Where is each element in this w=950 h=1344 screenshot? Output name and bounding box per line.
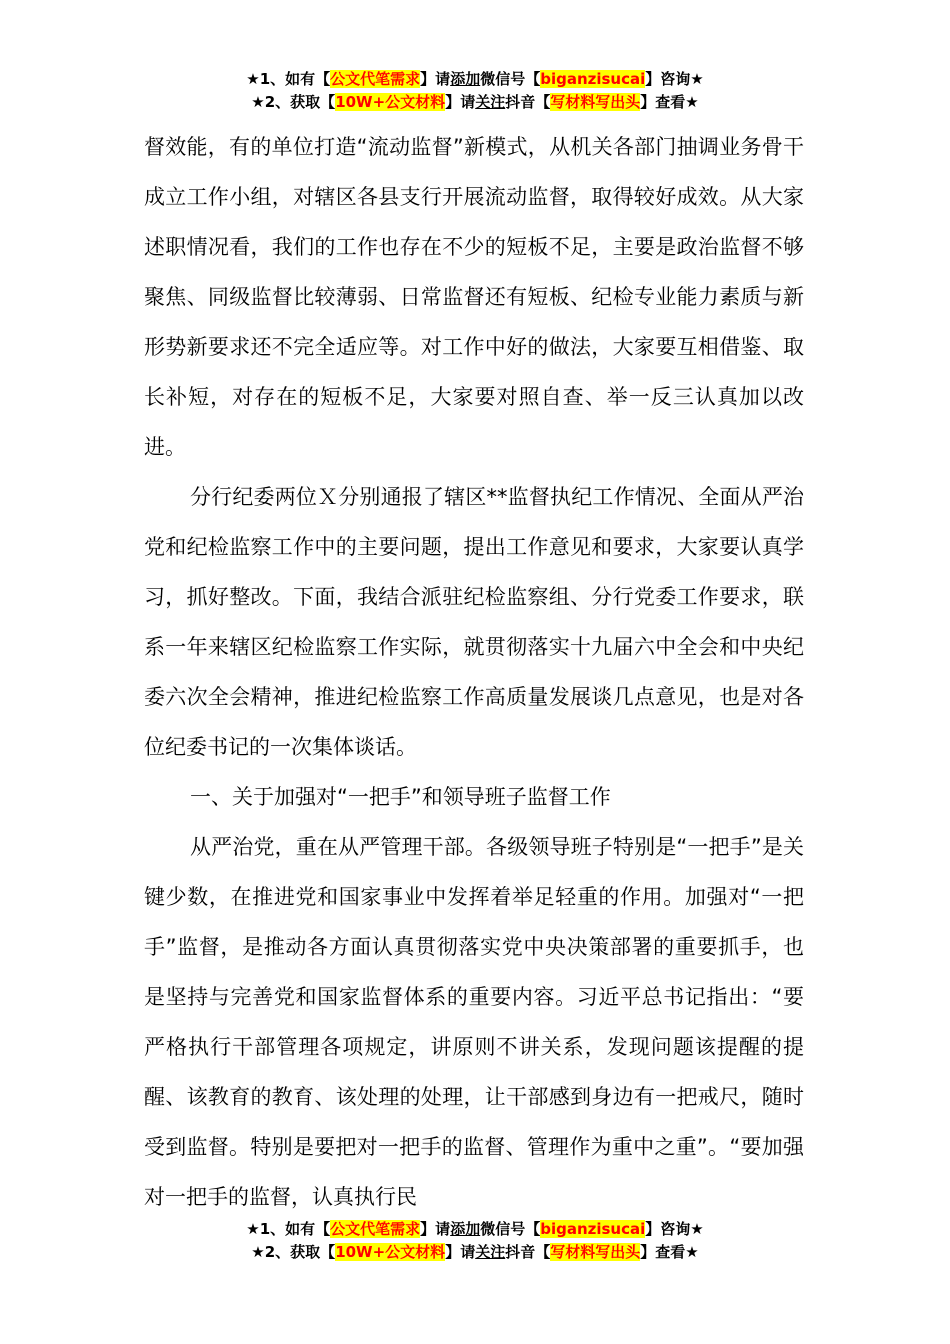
banner-text: 】请 xyxy=(445,93,476,111)
banner-emphasis: 添加 xyxy=(450,70,481,88)
paragraph: 从严治党，重在从严管理干部。各级领导班子特别是“一把手”是关键少数，在推进党和国家事业中发挥着举足轻重的作用。加强对“一把手”监督，是推动各方面认真贯彻落实党中央决策部署的重要抓手，也是坚持与完善党和国家监督体系的重要内容。习近平总书记指出：“要严格执行干部管理各项规定，讲原则不讲关系，发现问题该提醒的提醒、该教育的教育、该处理的处理，让干部感到身边有一把戒尺，随时受到监督。特别是要把对一把手的监督、管理作为重中之重”。“要加强对一把手的监督，认真执行民 xyxy=(144,835,804,1209)
banner-highlight: 10W+公文材料 xyxy=(335,1243,446,1261)
banner-text: ★1、如有【 xyxy=(246,1220,331,1238)
banner-highlight: biganzisucai xyxy=(540,70,646,88)
banner-highlight: 写材料写出头 xyxy=(550,1243,641,1261)
paragraph: 分行纪委两位Ｘ分别通报了辖区**监督执纪工作情况、全面从严治党和纪检监察工作中的主要问题，提出工作意见和要求，大家要认真学习，抓好整改。下面，我结合派驻纪检监察组、分行党委工作要求，联系一年来辖区纪检监察工作实际，就贯彻落实十九届六中全会和中央纪委六次全会精神，推进纪检监察工作高质量发展谈几点意见，也是对各位纪委书记的一次集体谈话。 xyxy=(144,485,804,759)
banner-highlight: 写材料写出头 xyxy=(550,93,641,111)
banner-line-2 xyxy=(0,91,950,114)
banner-text: 抖音【 xyxy=(505,1243,551,1261)
banner-text: 抖音【 xyxy=(505,93,551,111)
banner-text: ★2、获取【 xyxy=(251,93,336,111)
section-heading: 一、关于加强对“一把手”和领导班子监督工作 xyxy=(190,785,611,809)
banner-highlight: 公文代笔需求 xyxy=(330,1220,421,1238)
banner-line-2 xyxy=(0,1241,950,1264)
banner-text: 】咨询★ xyxy=(645,1220,704,1238)
banner-text: 】请 xyxy=(420,1220,451,1238)
banner-text: ★2、获取【 xyxy=(251,1243,336,1261)
banner-highlight: biganzisucai xyxy=(540,1220,646,1238)
banner-text: ★1、如有【 xyxy=(246,70,331,88)
banner-highlight: 10W+公文材料 xyxy=(335,93,446,111)
header-banner xyxy=(0,68,950,114)
banner-text: 微信号【 xyxy=(480,70,541,88)
banner-text: 】咨询★ xyxy=(645,70,704,88)
paragraph: 督效能，有的单位打造“流动监督”新模式，从机关各部门抽调业务骨干成立工作小组，对辖区各县支行开展流动监督，取得较好成效。从大家述职情况看，我们的工作也存在不少的短板不足，主要是政治监督不够聚焦、同级监督比较薄弱、日常监督还有短板、纪检专业能力素质与新形势新要求还不完全适应等。对工作中好的做法，大家要互相借鉴、取长补短，对存在的短板不足，大家要对照自查、举一反三认真加以改进。 xyxy=(144,135,804,459)
banner-emphasis: 添加 xyxy=(450,1220,481,1238)
banner-line-1 xyxy=(0,1218,950,1241)
banner-highlight: 公文代笔需求 xyxy=(330,70,421,88)
banner-text: 微信号【 xyxy=(480,1220,541,1238)
footer-banner xyxy=(0,1218,950,1264)
banner-text: 】请 xyxy=(445,1243,476,1261)
banner-text: 】查看★ xyxy=(640,93,699,111)
banner-line-1 xyxy=(0,68,950,91)
banner-emphasis: 关注 xyxy=(475,1243,506,1261)
banner-emphasis: 关注 xyxy=(475,93,506,111)
banner-text: 】查看★ xyxy=(640,1243,699,1261)
document-body xyxy=(144,122,804,1222)
banner-text: 】请 xyxy=(420,70,451,88)
